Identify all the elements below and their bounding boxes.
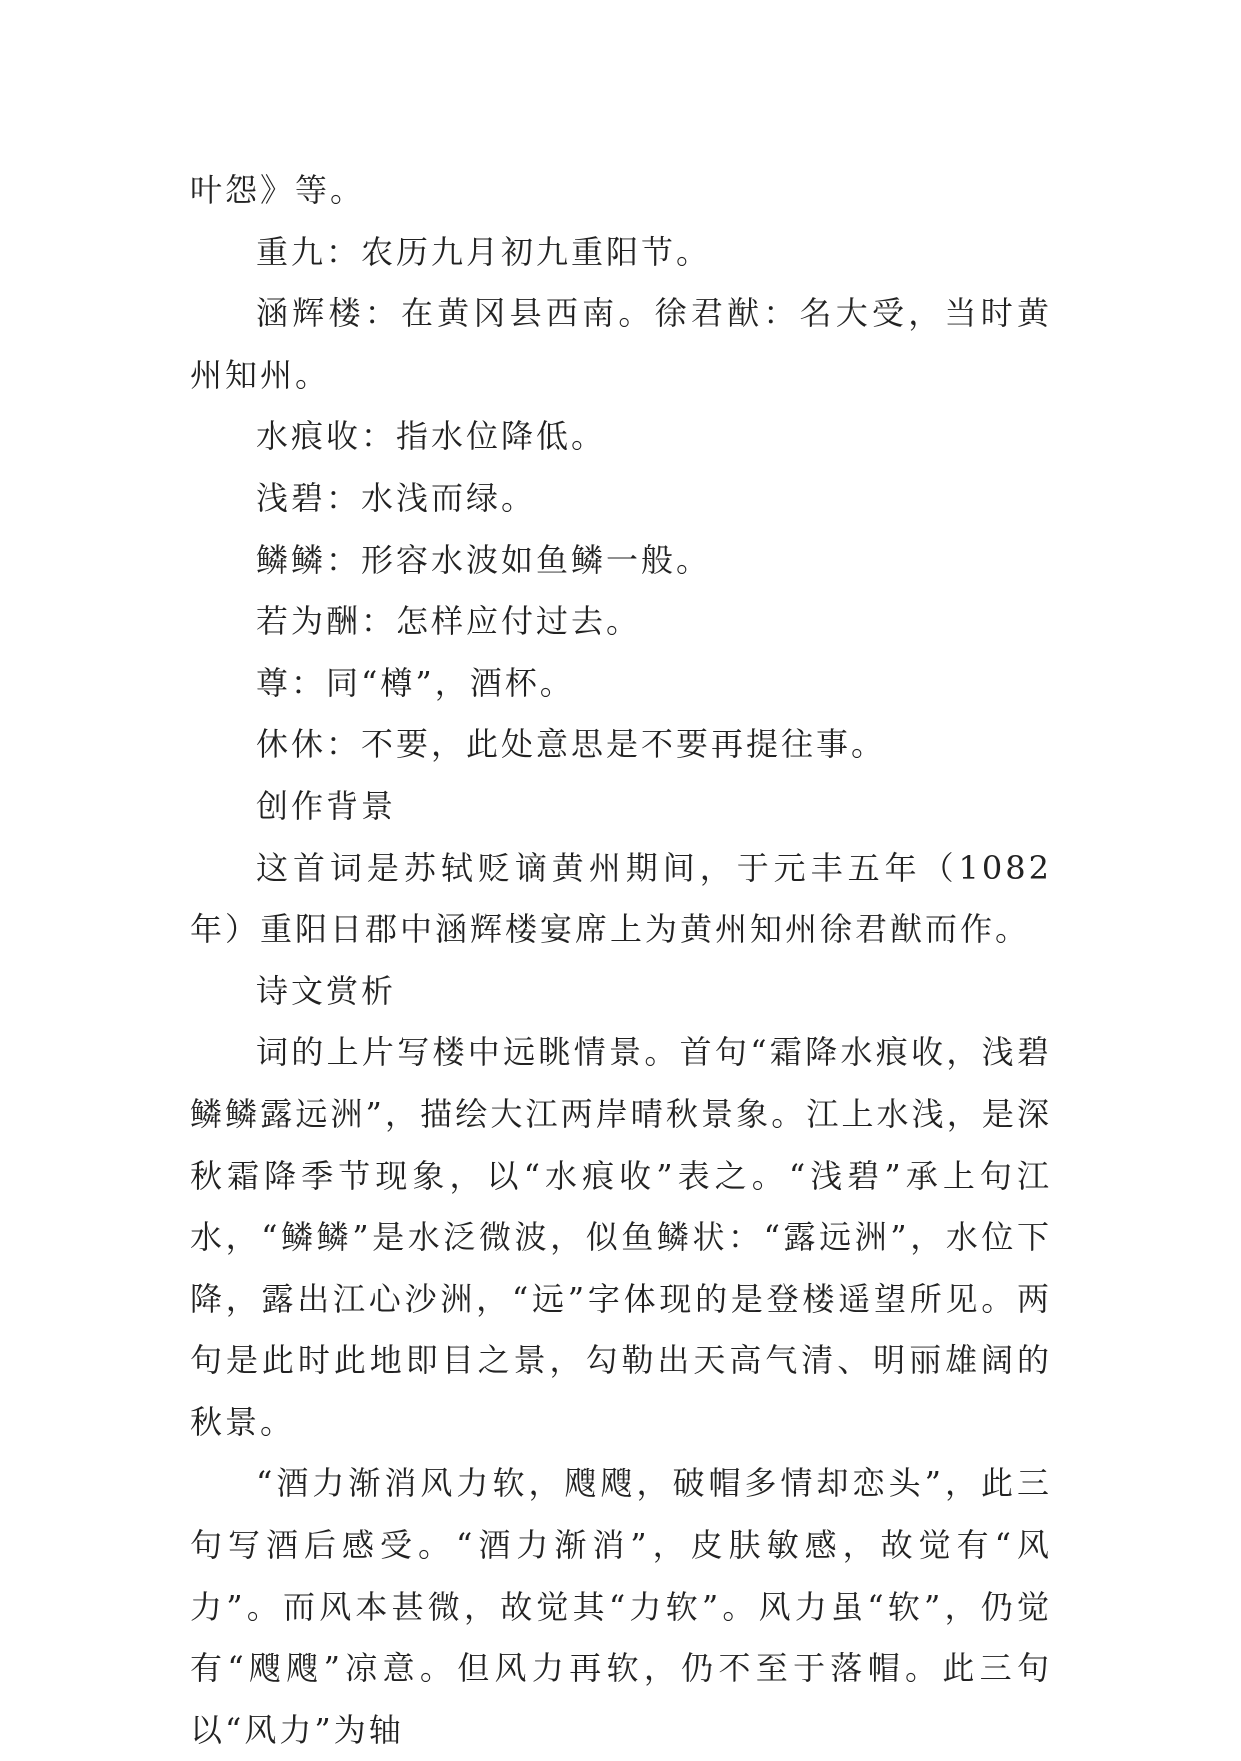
annotation-zun: 尊：同“樽”，酒杯。 xyxy=(256,663,575,702)
section-heading-appreciation: 诗文赏析 xyxy=(256,971,397,1010)
section-heading-background: 创作背景 xyxy=(256,786,397,825)
annotation-linlin: 鳞鳞：形容水波如鱼鳞一般。 xyxy=(256,540,712,579)
annotation-ruoweichou: 若为酬：怎样应付过去。 xyxy=(256,602,642,641)
annotation-shuihenshou: 水痕收：指水位降低。 xyxy=(256,417,607,456)
document-body xyxy=(190,160,1052,1761)
paragraph-appreciation-1: 词的上片写楼中远眺情景。首句“霜降水痕收，浅碧鳞鳞露远洲”，描绘大江两岸晴秋景象。江上水浅，是深秋霜降季节现象，以“水痕收”表之。“浅碧”承上句江水，“鳞鳞”是水泛微波，似鱼鳞状：“露远洲”，水位下降，露出江心沙洲，“远”字体现的是登楼遥望所见。两句是此时此地即目之景，勾勒出天高气清、明丽雄阔的秋景。 xyxy=(190,1033,1052,1441)
annotation-hanhuilou: 涵辉楼：在黄冈县西南。徐君猷：名大受，当时黄州知州。 xyxy=(190,294,1052,394)
annotation-qianbi: 浅碧：水浅而绿。 xyxy=(256,478,537,517)
paragraph-appreciation-2: “酒力渐消风力软，飕飕，破帽多情却恋头”，此三句写酒后感受。“酒力渐消”，皮肤敏感，故觉有“风力”。而风本甚微，故觉其“力软”。风力虽“软”，仍觉有“飕飕”凉意。但风力再软，仍不至于落帽。此三句以“风力”为轴 xyxy=(190,1464,1052,1749)
annotation-xiuxiu: 休休：不要，此处意思是不要再提往事。 xyxy=(256,725,887,764)
annotation-chongjiu: 重九：农历九月初九重阳节。 xyxy=(256,232,712,271)
paragraph-background: 这首词是苏轼贬谪黄州期间，于元丰五年（1082 年）重阳日郡中涵辉楼宴席上为黄州知州徐君猷而作。 xyxy=(190,848,1052,949)
paragraph-continuation: 叶怨》等。 xyxy=(190,171,366,209)
